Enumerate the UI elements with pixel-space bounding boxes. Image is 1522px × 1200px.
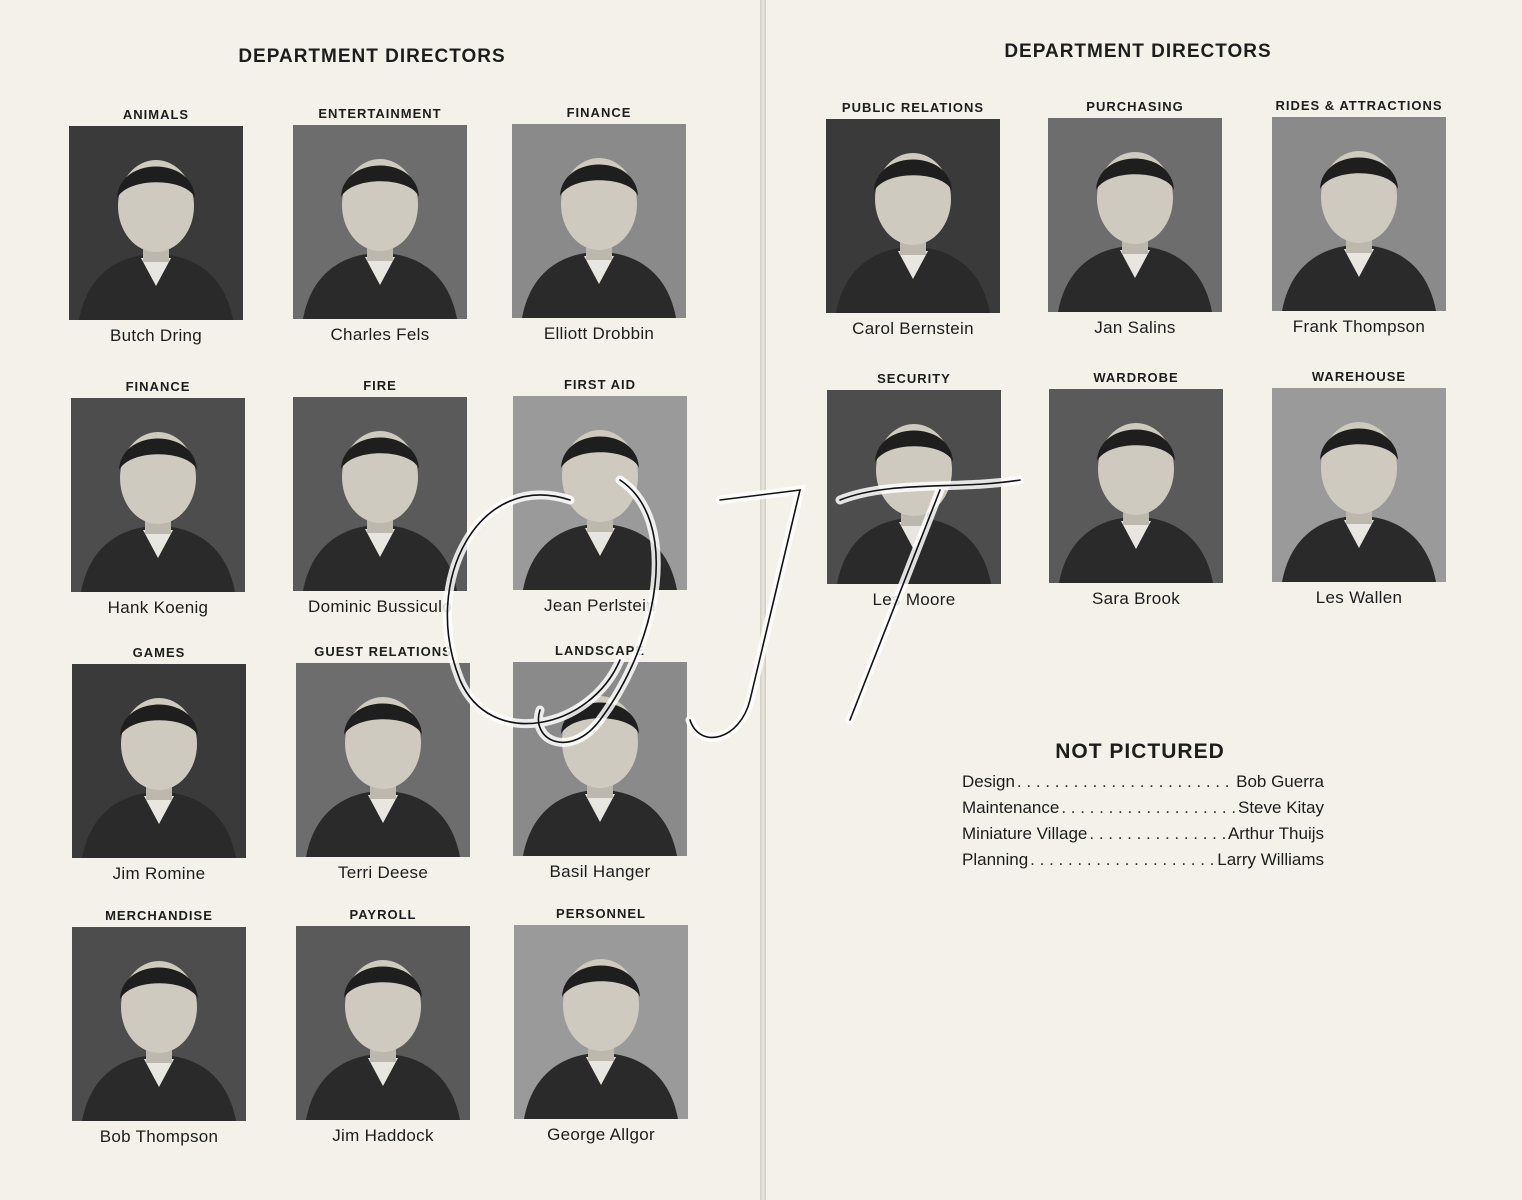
director-card — [265, 377, 495, 617]
portrait-photo — [827, 390, 1001, 584]
director-card — [484, 104, 714, 344]
department-label: FIRST AID — [563, 377, 637, 392]
department-label: ANIMALS — [122, 107, 190, 122]
department-label: GAMES — [132, 645, 186, 660]
portrait-photo — [826, 119, 1000, 313]
director-card — [268, 906, 498, 1146]
portrait-photo — [71, 398, 245, 592]
department-label: PERSONNEL — [556, 906, 646, 921]
portrait-silhouette — [1049, 389, 1223, 583]
not-pictured-row — [962, 798, 1324, 824]
portrait-photo — [513, 396, 687, 590]
director-card — [43, 378, 273, 618]
director-card — [485, 642, 715, 882]
portrait-photo — [293, 125, 467, 319]
portrait-silhouette — [1048, 118, 1222, 312]
portrait-photo — [513, 662, 687, 856]
not-pictured-dept: Design — [962, 772, 1015, 791]
not-pictured-dept: Miniature Village — [962, 824, 1088, 843]
department-label: PURCHASING — [1086, 99, 1184, 114]
director-name: Jean Perlstein — [544, 596, 656, 615]
director-name: Frank Thompson — [1292, 317, 1426, 336]
portrait-photo — [1049, 389, 1223, 583]
department-label: SECURITY — [877, 371, 951, 386]
director-card — [41, 106, 271, 346]
portrait-silhouette — [513, 662, 687, 856]
director-card — [268, 643, 498, 883]
leader-dots — [1030, 850, 1215, 870]
director-name: Carol Bernstein — [852, 319, 974, 338]
not-pictured-row — [962, 772, 1324, 798]
director-card — [1021, 369, 1251, 609]
portrait-photo — [296, 926, 470, 1120]
portrait-silhouette — [69, 126, 243, 320]
portrait-photo — [296, 663, 470, 857]
director-name: George Allgor — [547, 1125, 655, 1144]
not-pictured-title: NOT PICTURED — [1055, 740, 1225, 763]
portrait-silhouette — [512, 124, 686, 318]
portrait-silhouette — [293, 397, 467, 591]
department-label: FINANCE — [125, 379, 191, 394]
director-card — [44, 644, 274, 884]
department-label: FIRE — [363, 378, 397, 393]
not-pictured-row — [962, 850, 1324, 876]
department-label: WAREHOUSE — [1311, 369, 1407, 384]
not-pictured-name: Larry Williams — [1217, 850, 1324, 869]
director-card — [486, 905, 716, 1145]
portrait-photo — [69, 126, 243, 320]
director-card — [798, 99, 1028, 339]
portrait-photo — [1272, 117, 1446, 311]
director-name: Les Moore — [872, 590, 956, 609]
leader-dots — [1061, 798, 1236, 818]
department-label: FINANCE — [566, 105, 632, 120]
not-pictured-dept: Maintenance — [962, 798, 1060, 817]
director-card — [44, 907, 274, 1147]
portrait-silhouette — [72, 927, 246, 1121]
portrait-silhouette — [1272, 117, 1446, 311]
portrait-photo — [293, 397, 467, 591]
department-label: MERCHANDISE — [105, 908, 213, 923]
director-name: Butch Dring — [109, 326, 203, 345]
director-card — [799, 370, 1029, 610]
department-label: GUEST RELATIONS — [314, 644, 452, 659]
director-name: Sara Brook — [1091, 589, 1181, 608]
director-name: Basil Hanger — [549, 862, 651, 881]
portrait-photo — [514, 925, 688, 1119]
director-name: Hank Koenig — [107, 598, 209, 617]
department-label: PUBLIC RELATIONS — [841, 100, 985, 115]
not-pictured-list — [962, 772, 1324, 876]
leader-dots — [1017, 772, 1234, 792]
director-name: Charles Fels — [330, 325, 430, 344]
leader-dots — [1089, 824, 1226, 844]
director-name: Dominic Bussiculo — [308, 597, 452, 616]
portrait-photo — [72, 927, 246, 1121]
not-pictured-dept: Planning — [962, 850, 1029, 869]
director-name: Jim Haddock — [332, 1126, 434, 1145]
department-label: WARDROBE — [1093, 370, 1179, 385]
not-pictured-name: Bob Guerra — [1236, 772, 1324, 791]
department-label: PAYROLL — [349, 907, 417, 922]
portrait-photo — [1272, 388, 1446, 582]
portrait-silhouette — [513, 396, 687, 590]
director-name: Terri Deese — [337, 863, 429, 882]
department-label: LANDSCAPE — [555, 643, 645, 658]
director-card — [1020, 98, 1250, 338]
portrait-photo — [512, 124, 686, 318]
director-card — [265, 105, 495, 345]
director-name: Jan Salins — [1094, 318, 1176, 337]
director-name: Bob Thompson — [99, 1127, 219, 1146]
right-page-title: DEPARTMENT DIRECTORS — [1004, 41, 1272, 62]
left-page-title: DEPARTMENT DIRECTORS — [238, 46, 506, 67]
department-label: RIDES & ATTRACTIONS — [1275, 98, 1443, 113]
portrait-silhouette — [296, 926, 470, 1120]
not-pictured-name: Steve Kitay — [1238, 798, 1324, 817]
department-label: ENTERTAINMENT — [318, 106, 442, 121]
portrait-silhouette — [827, 390, 1001, 584]
director-card — [1244, 368, 1474, 608]
director-card — [1244, 97, 1474, 337]
director-name: Elliott Drobbin — [543, 324, 655, 343]
portrait-silhouette — [514, 925, 688, 1119]
portrait-silhouette — [1272, 388, 1446, 582]
portrait-silhouette — [72, 664, 246, 858]
portrait-silhouette — [71, 398, 245, 592]
portrait-silhouette — [296, 663, 470, 857]
director-card — [485, 376, 715, 616]
portrait-photo — [1048, 118, 1222, 312]
director-name: Jim Romine — [112, 864, 206, 883]
not-pictured-row — [962, 824, 1324, 850]
not-pictured-name: Arthur Thuijs — [1227, 824, 1324, 843]
director-name: Les Wallen — [1315, 588, 1403, 607]
portrait-silhouette — [826, 119, 1000, 313]
portrait-silhouette — [293, 125, 467, 319]
portrait-photo — [72, 664, 246, 858]
book-spine — [760, 0, 766, 1200]
